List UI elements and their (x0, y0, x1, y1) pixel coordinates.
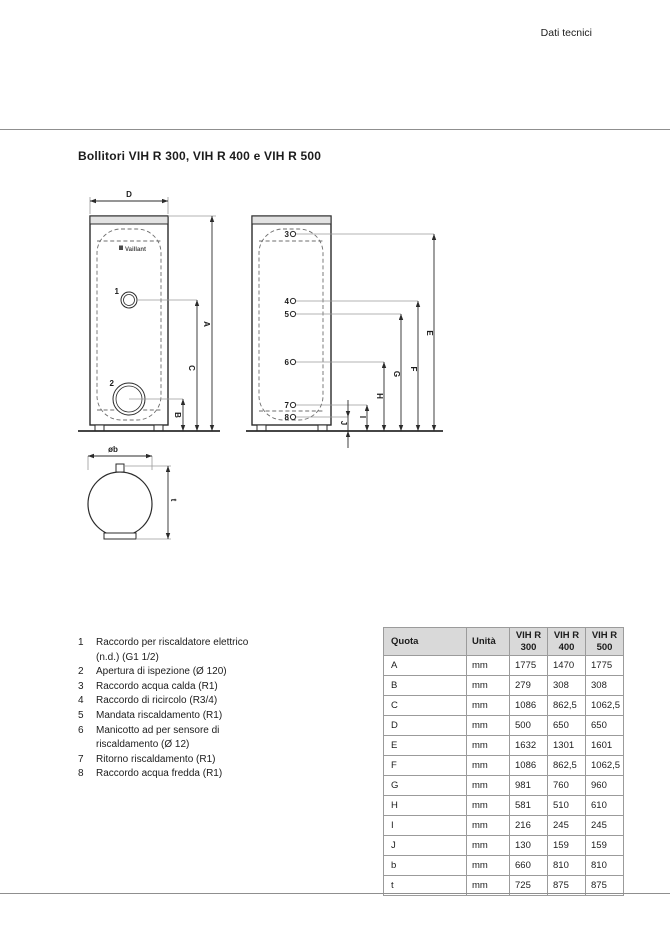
quota-cell: I (384, 816, 467, 836)
base-foot (104, 533, 136, 539)
dimension-label-F: F (409, 366, 418, 372)
quota-cell: B (384, 676, 467, 696)
col-header-unit: Unità (467, 628, 510, 656)
technical-drawing (70, 185, 450, 565)
quota-cell: C (384, 696, 467, 716)
footer-rule (0, 893, 670, 894)
table-header-row (384, 628, 624, 656)
point-label-3: 3 (284, 230, 289, 239)
quota-cell: J (384, 836, 467, 856)
dimension-label-C: C (187, 365, 196, 371)
point-label-4: 4 (284, 297, 289, 306)
value-cell: 725 (510, 876, 548, 896)
quota-cell: E (384, 736, 467, 756)
table-row (384, 836, 624, 856)
tank-top-view (88, 445, 178, 539)
value-cell: 159 (586, 836, 624, 856)
unit-cell: mm (467, 736, 510, 756)
table-row (384, 656, 624, 676)
table-row (384, 756, 624, 776)
legend-item-number: 1 (78, 637, 84, 648)
value-cell: 1062,5 (586, 696, 624, 716)
value-cell: 810 (548, 856, 586, 876)
legend-item-number: 2 (78, 666, 84, 678)
header-rule (0, 129, 670, 130)
value-cell: 660 (510, 856, 548, 876)
value-cell: 862,5 (548, 696, 586, 716)
value-cell: 810 (586, 856, 624, 876)
dimension-label-E: E (425, 330, 434, 336)
table-row (384, 676, 624, 696)
legend-item (78, 767, 288, 782)
unit-cell: mm (467, 676, 510, 696)
connection-point-8 (290, 414, 295, 419)
value-cell: 1301 (548, 736, 586, 756)
legend-item-number: 3 (78, 680, 84, 692)
value-cell: 245 (586, 816, 624, 836)
quota-cell: t (384, 876, 467, 896)
point-label-8: 8 (284, 413, 289, 422)
value-cell: 981 (510, 776, 548, 796)
legend-item (78, 636, 288, 665)
col-header-quota: Quota (384, 628, 467, 656)
unit-cell: mm (467, 756, 510, 776)
col-header-model: VIH R 400 (548, 628, 586, 656)
legend-item-number: 5 (78, 709, 84, 721)
value-cell: 1086 (510, 756, 548, 776)
unit-cell: mm (467, 716, 510, 736)
legend-item (78, 680, 288, 695)
value-cell: 279 (510, 676, 548, 696)
value-cell: 216 (510, 816, 548, 836)
point-label-2: 2 (109, 379, 114, 388)
tank-outline (88, 472, 152, 536)
legend-item-number: 6 (78, 724, 84, 736)
legend-item (78, 753, 288, 768)
tank-connections-view (246, 216, 443, 448)
unit-cell: mm (467, 816, 510, 836)
running-header: Dati tecnici (540, 27, 592, 39)
table-row (384, 696, 624, 716)
value-cell: 1632 (510, 736, 548, 756)
table-row (384, 796, 624, 816)
value-cell: 308 (586, 676, 624, 696)
legend-item-text: Apertura di ispezione (Ø 120) (96, 666, 227, 678)
table-row (384, 716, 624, 736)
connection-point-6 (290, 359, 295, 364)
dimension-label-B: B (173, 412, 182, 418)
quota-cell: H (384, 796, 467, 816)
legend-item-text: Manicotto ad per sensore di riscaldamento (Ø 12) (96, 724, 220, 751)
legend-item-text: Mandata riscaldamento (R1) (96, 709, 223, 721)
quota-cell: b (384, 856, 467, 876)
legend-item (78, 709, 288, 724)
quota-cell: A (384, 656, 467, 676)
value-cell: 650 (586, 716, 624, 736)
legend-item (78, 724, 288, 753)
legend-item-text: Raccordo acqua calda (R1) (96, 680, 218, 692)
value-cell: 308 (548, 676, 586, 696)
value-cell: 1601 (586, 736, 624, 756)
connection-point-7 (290, 402, 295, 407)
quota-cell: G (384, 776, 467, 796)
dimension-label-A: A (202, 321, 211, 327)
dimension-label-D: D (126, 190, 132, 199)
unit-cell: mm (467, 796, 510, 816)
legend-item-text: Raccordo di ricircolo (R3/4) (96, 695, 218, 707)
value-cell: 760 (548, 776, 586, 796)
connection-point-4 (290, 298, 295, 303)
value-cell: 500 (510, 716, 548, 736)
unit-cell: mm (467, 856, 510, 876)
value-cell: 1086 (510, 696, 548, 716)
table-row (384, 736, 624, 756)
page-title: Bollitori VIH R 300, VIH R 400 e VIH R 500 (78, 149, 322, 163)
legend-item (78, 694, 288, 709)
value-cell: 650 (548, 716, 586, 736)
legend-list (78, 636, 288, 782)
value-cell: 1775 (510, 656, 548, 676)
tank-body (252, 216, 331, 425)
value-cell: 130 (510, 836, 548, 856)
dimension-label-I: I (358, 415, 367, 419)
legend-item-number: 4 (78, 695, 84, 707)
quota-cell: D (384, 716, 467, 736)
legend-item-text: Raccordo acqua fredda (R1) (96, 768, 223, 780)
point-label-6: 6 (284, 358, 289, 367)
dimensions-table (383, 627, 624, 896)
connection-point-3 (290, 231, 295, 236)
value-cell: 159 (548, 836, 586, 856)
table-row (384, 856, 624, 876)
legend-item-number: 8 (78, 768, 84, 780)
value-cell: 581 (510, 796, 548, 816)
unit-cell: mm (467, 776, 510, 796)
col-header-model: VIH R 500 (586, 628, 624, 656)
top-tab (116, 464, 124, 472)
legend-item (78, 665, 288, 680)
table-row (384, 816, 624, 836)
connection-point-5 (290, 311, 295, 316)
dimension-label-depth: t (169, 498, 178, 502)
dimension-label-G: G (392, 370, 401, 378)
value-cell: 875 (586, 876, 624, 896)
dimension-label-H: H (375, 393, 384, 399)
legend-item-text: Ritorno riscaldamento (R1) (96, 753, 216, 765)
value-cell: 245 (548, 816, 586, 836)
value-cell: 862,5 (548, 756, 586, 776)
point-label-7: 7 (284, 401, 289, 410)
point-label-1: 1 (114, 287, 119, 296)
dimension-label-diameter: øb (108, 445, 118, 454)
col-header-model: VIH R 300 (510, 628, 548, 656)
point-label-5: 5 (284, 310, 289, 319)
value-cell: 875 (548, 876, 586, 896)
unit-cell: mm (467, 656, 510, 676)
value-cell: 960 (586, 776, 624, 796)
tank-lid (252, 216, 331, 224)
svg-text:Vaillant: Vaillant (125, 247, 147, 253)
legend-item-number: 7 (78, 753, 84, 765)
unit-cell: mm (467, 876, 510, 896)
legend-item-text: Raccordo per riscaldatore elettrico (n.d.) (G1 1/2) (96, 637, 249, 663)
value-cell: 1470 (548, 656, 586, 676)
table-row (384, 776, 624, 796)
quota-cell: F (384, 756, 467, 776)
tank-lid (90, 216, 168, 224)
value-cell: 1062,5 (586, 756, 624, 776)
value-cell: 1775 (586, 656, 624, 676)
unit-cell: mm (467, 696, 510, 716)
tank-front-view (78, 190, 220, 431)
unit-cell: mm (467, 836, 510, 856)
value-cell: 610 (586, 796, 624, 816)
dimension-label-J: J (339, 420, 348, 426)
value-cell: 510 (548, 796, 586, 816)
